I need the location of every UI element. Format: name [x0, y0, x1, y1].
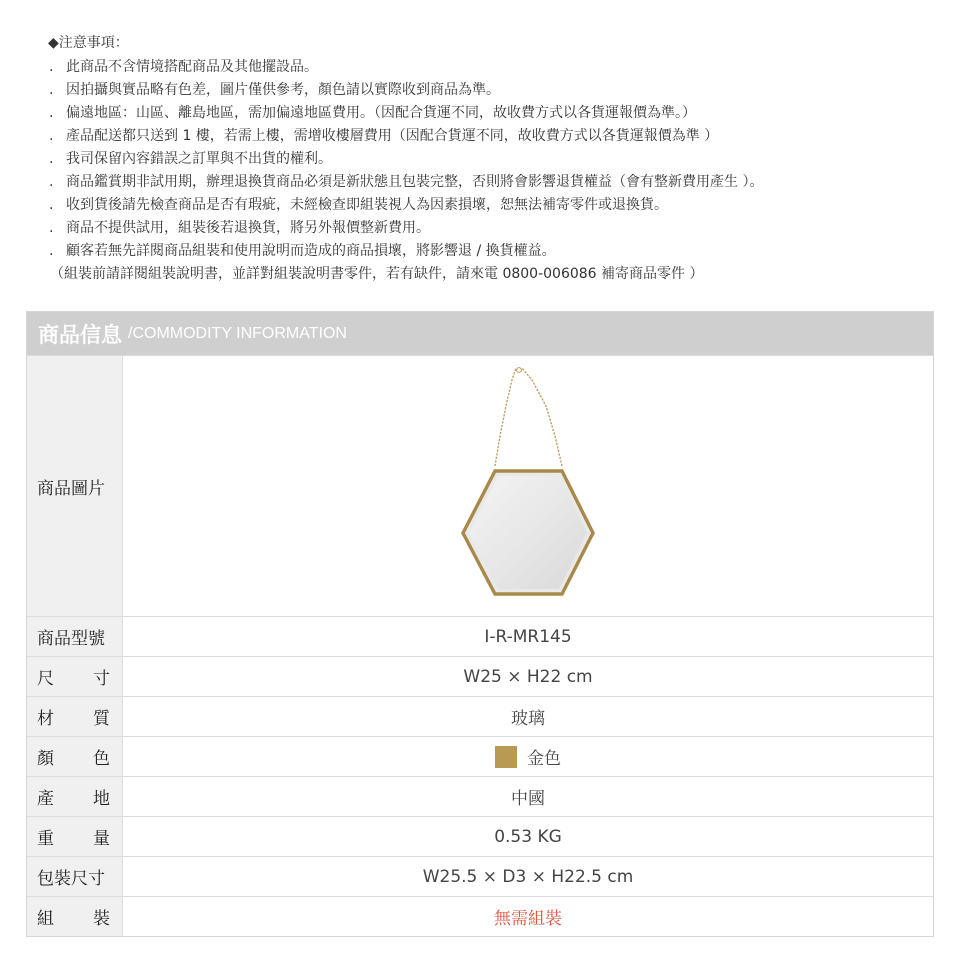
notice-title: ◆注意事項： — [48, 35, 129, 51]
notice-footer: （組裝前請詳閱組裝說明書，並詳對組裝說明書零件，若有缺件，請來電 0800-006086 補寄商品零件 ） — [50, 266, 704, 282]
row-label: 產 地 — [27, 777, 123, 816]
row-label: 顏 色 — [27, 737, 123, 776]
info-subtitle: /COMMODITY INFORMATION — [128, 324, 347, 342]
list-item: . 收到貨後請先檢查商品是否有瑕疵，未經檢查即組裝視人為因素損壞，恕無法補寄零件或退換貨。 — [49, 197, 668, 213]
table-row — [27, 736, 933, 776]
list-item: . 偏遠地區：山區、離島地區，需加偏遠地區費用。（因配合貨運不同，故收費方式以各貨運報價為準。） — [49, 105, 696, 121]
row-label: 包裝尺寸 — [27, 857, 123, 896]
material-value: 玻璃 — [511, 709, 545, 729]
assembly-value: 無需組裝 — [494, 909, 562, 929]
package-size-value: W25.5 × D3 × H22.5 cm — [422, 866, 634, 887]
commodity-info-table — [26, 311, 934, 937]
color-swatch — [495, 746, 517, 768]
list-item: . 因拍攝與實品略有色差，圖片僅供參考，顏色請以實際收到商品為準。 — [49, 82, 500, 98]
list-item: . 此商品不含情境搭配商品及其他擺設品。 — [49, 59, 318, 75]
notice-section — [36, 34, 936, 286]
list-item: . 商品鑑賞期非試用期，辦理退換貨商品必須是新狀態且包裝完整，否則將會影響退貨權益（會有整新費用產生 ）。 — [49, 174, 764, 190]
size-value: W25 × H22 cm — [463, 666, 593, 687]
list-item: . 我司保留內容錯誤之訂單與不出貨的權利。 — [49, 151, 332, 167]
row-label: 組 裝 — [27, 897, 123, 936]
table-row — [27, 896, 933, 936]
row-label: 尺 寸 — [27, 657, 123, 696]
color-value: 金色 — [527, 749, 561, 769]
color-value-cell — [123, 737, 933, 776]
info-title: 商品信息 — [38, 322, 122, 347]
list-item: . 顧客若無先詳閱商品組裝和使用說明而造成的商品損壞，將影響退 / 換貨權益。 — [49, 243, 556, 259]
row-label: 材 質 — [27, 697, 123, 736]
table-row — [27, 696, 933, 736]
table-row — [27, 656, 933, 696]
row-label: 重 量 — [27, 817, 123, 856]
table-row — [27, 816, 933, 856]
table-row — [27, 616, 933, 656]
hexagon-mirror-image — [438, 366, 618, 606]
row-label: 商品圖片 — [27, 356, 123, 616]
product-image-cell — [123, 356, 933, 616]
origin-value: 中國 — [511, 789, 545, 809]
table-row — [27, 856, 933, 896]
list-item: . 產品配送都只送到 1 樓，若需上樓，需增收樓層費用（因配合貨運不同，故收費方式以各貨運報價為準 ） — [49, 128, 719, 144]
table-row — [27, 776, 933, 816]
row-label: 商品型號 — [27, 617, 123, 656]
list-item: . 商品不提供試用，組裝後若退換貨，將另外報價整新費用。 — [49, 220, 430, 236]
info-header — [27, 312, 933, 355]
weight-value: 0.53 KG — [494, 826, 562, 847]
table-row-image — [27, 355, 933, 616]
model-value: I-R-MR145 — [484, 626, 572, 647]
notice-list — [36, 56, 936, 263]
